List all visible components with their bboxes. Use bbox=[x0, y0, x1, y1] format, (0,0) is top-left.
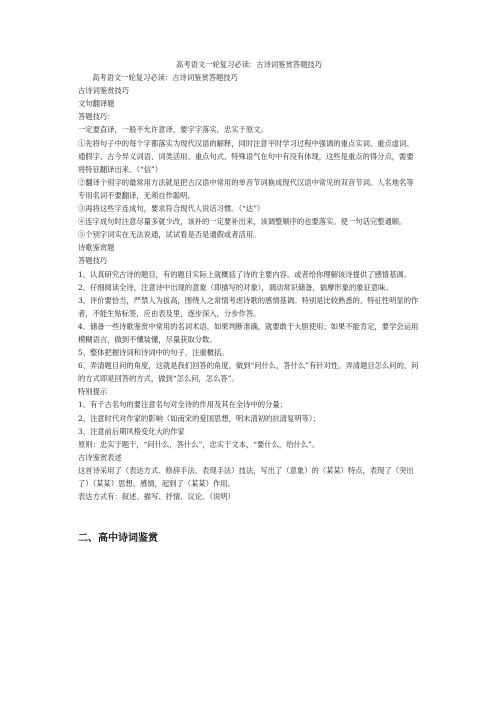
document-subtitle: 高考语文一轮复习必读：古诗词鉴赏答题技巧 bbox=[92, 73, 238, 83]
paragraph: ②翻译个别字的最常用方法就是把古汉语中常用的单音节词换成现代汉语中常见的双音节词。人名地名等专用名词不要翻译，无须自作聪明。 bbox=[78, 177, 414, 200]
paragraph: 这首诗采用了（表达方式、修辞手法、表现手法）技法，写出了（意象）的（某某）特点，表现了（突出了）（某某）思想、感情，起到了（某某）作用。 bbox=[78, 465, 414, 488]
paragraph: 一定要直译，一般不允许意译，要字字落实，忠实于原文。 bbox=[78, 125, 268, 135]
paragraph: 原则：忠实于题干，“问什么，答什么”，忠实于文本，“要什么，给什么”。 bbox=[78, 439, 320, 449]
paragraph: 5、整体把握诗词和诗词中的句子，注重概括。 bbox=[78, 348, 229, 358]
paragraph: 4、储备一些诗歌鉴赏中常用的名词术语，如果判断准确，就要敢于大胆使用；如果不能肯定，要学会运用模糊语言，做到不懂装懂，尽量获取分数。 bbox=[78, 321, 419, 344]
paragraph: 6、弄清题目问的角度，这就是我们回答的角度，做到“问什么，答什么”有针对性。弄清题目怎么问的，问的方式即是回答的方式，做到“怎么问，怎么答”。 bbox=[78, 361, 419, 384]
paragraph: 3、注意前后期风格变化大的作家 bbox=[78, 426, 185, 436]
paragraph: 诗歌鉴赏题 bbox=[78, 243, 115, 253]
paragraph: 2、注意时代对作家的影响（如南宋的爱国思想，明末清初的抗清复明等）； bbox=[78, 413, 320, 423]
paragraph: 古诗鉴赏表述 bbox=[78, 452, 122, 462]
paragraph: 表达方式有：叙述、描写、抒情、议论。（说明） bbox=[78, 492, 235, 502]
paragraph: ③再将这些字连成句，要求符合现代人说话习惯。（“达”） bbox=[78, 204, 265, 214]
section-heading: 二、高中诗词鉴赏 bbox=[78, 533, 158, 545]
document-title: 高考语文一轮复习必读：古诗词鉴赏答题技巧 bbox=[176, 60, 322, 69]
paragraph: ①先将句子中的每个字都落实为现代汉语的解释，同时注意平时学习过程中强调的重点实词、重点虚词、通假字、古今异义词语、词类活用、重点句式、特殊语气在句中有没有体现，这些是重点的得分点，需要将特征翻译出来。（“信”） bbox=[78, 138, 414, 174]
paragraph: 古诗词鉴赏技巧 bbox=[78, 86, 130, 96]
paragraph: 特别提示 bbox=[78, 387, 108, 397]
paragraph: 2、仔细阅读全诗，注意诗中出现的意象（即描写的对象），调动常识储备，揣摩形象的象征意味。 bbox=[78, 282, 393, 292]
paragraph: 1、认真研究古诗的题目，有的题目实际上就概括了诗的主要内容。或者给你理解该诗提供了感情基调。 bbox=[78, 269, 411, 279]
paragraph: 答题技巧 bbox=[78, 256, 108, 266]
paragraph: 文句翻译题 bbox=[78, 99, 115, 109]
paragraph: 3、评价要恰当，严禁人为拔高，围绕人之常情考虑诗歌的感情基调。特别是比较熟悉的、特征性明显的作者，不能生贴标签，应由表及里，逐步深入，分步作答。 bbox=[78, 295, 419, 318]
paragraph: 1、有千古名句的要注意名句对全诗的作用及其在全诗中的分量； bbox=[78, 400, 287, 410]
paragraph: ⑤个别字词实在无法说通，试试看是否是通假或者活用。 bbox=[78, 230, 261, 240]
document-page bbox=[78, 58, 420, 546]
paragraph: ④连字成句时注意尽量多就少改，该补的一定要补出来，该调整顺序的也要落实。使一句话完整通顺。 bbox=[78, 217, 407, 227]
paragraph: 答题技巧： bbox=[78, 112, 115, 122]
